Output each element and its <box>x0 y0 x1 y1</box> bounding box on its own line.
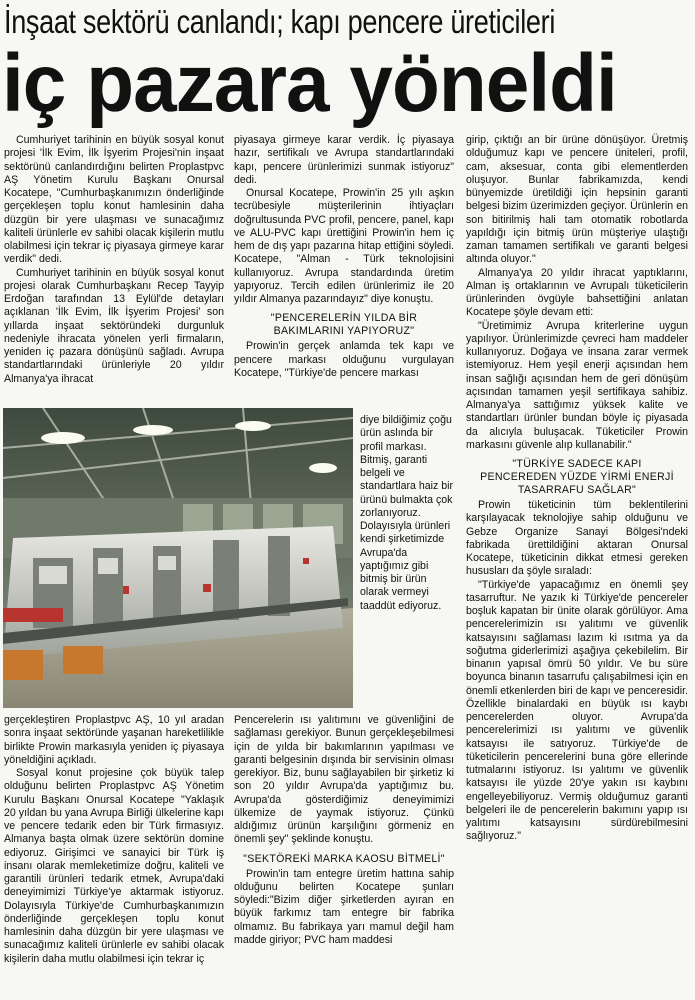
column-1-bottom <box>4 714 224 966</box>
column-3 <box>466 134 688 844</box>
paragraph: "Üretimimiz Avrupa kriterlerine uygun yapılıyor. Ürünlerimizde çevreci ham maddeler kullanıyoruz. Doğaya ve insana zarar vermek istemiyoruz. Hem yeşil enerji açısından hem insan sağlığı açısından hem de geri dönüşüm açısından tamamen yeşil sertifikaya sahibiz. Almanya'ya sattığımız yüksek kalite ve standartları ürünler bundan böyle iç piyasada da alıcıyla buluşacak. Tüketiciler Prowin markasını güvenle alıp kullanabilir." <box>466 319 688 451</box>
paragraph: Cumhuriyet tarihinin en büyük sosyal konut projesi 'İlk Evim, İlk İşyerim Projesi'nin inşaat sektörünü canlandırdığını belirten Proplastpvc AŞ Yönetim Kurulu Başkanı Onursal Kocatepe, "Cumhurbaşkanımızın önderliğinde gerçekleşen toplu konut hamlesinin daha düzgün bir yere ulaşması ve sunacağımız kaliteli ürünlerle ev sahibi olacak kişilerin mutlu olabilmesi için tekrar iç piyasaya girmeye karar verdik" dedi. <box>4 134 224 266</box>
paragraph: Sosyal konut projesine çok büyük talep olduğunu belirten Proplastpvc AŞ Yönetim Kurulu Başkanı Onursal Kocatepe "Yaklaşık 20 yıldan bu yana Avrupa Birliği ülkelerine kapı ve pencere tedarik eden bir Türk firmasıyız. Almanya başta olmak üzere sektörün domine ediyoruz. Girişimci ve sanayici bir Türk iş insanı olarak memleketimize doğru, kaliteli ve garantili ürünleri tedarik etmek, Avrupa'daki deneyimimizi Türkiye'ye aktarmak istiyoruz. Dolayısıyla Türkiye'de Cumhurbaşkanımızın önderliğinde gerçekleşen toplu konut hamlesinin daha düzgün bir yere ulaşması ve sunacağımız kaliteli ürünlerle ev sahibi olacak kişilerin daha mutlu olabilmesi için tekrar iç <box>4 767 224 965</box>
headline-line-2: iç pazara yöneldi <box>2 38 617 129</box>
paragraph: "Türkiye'de yapacağımız en önemli şey tasarruftur. Ne yazık ki Türkiye'de pencereler boşluk kapatan bir ünite olarak görülüyor. Ama pencerelerimizin ısı yalıtımı ve güvenlik katsayısını sağlaması lazım ki ısıtma ya da soğutma giderlerimizi aşağıya çekebilelim. Bir binanın yapısal ömrü 50 yıldır. Ve bu süre boyunca binanın tasarrufu çalışabilmesi için en önemli etkenlerden biri de kapı ve penceresidir. Özellikle binalardaki en büyük ısı kaybı pencerelerden oluyor. Avrupa'da pencerelerimizi ısı yalıtımı ve güvenlik katsayısı ile satıyoruz. Türkiye'de de tüketicilerin pencerelerini buna göre ellerinde tutmalarını istiyoruz. Isı yalıtımı ve güvenlik katsayısı ile yüzde 20'ye yakın ısı kaybını engelleyebiliyoruz. Vermiş olduğumuz garanti belgeleri ile de pencerelerin bakımını yapıp ısı yalıtımı katsayısını sürdürebilmesini sağlıyoruz." <box>466 578 688 843</box>
paragraph: Prowin'in gerçek anlamda tek kapı ve pencere markası olduğunu vurgulayan Kocatepe, "Türkiye'de pencere markası <box>234 340 454 379</box>
column-2-top <box>234 134 454 380</box>
column-1-top <box>4 134 224 386</box>
paragraph: Onursal Kocatepe, Prowin'in 25 yılı aşkın tecrübesiyle müşterilerinin ihtiyaçları doğrultusunda PVC profil, pencere, panel, kapı ve ALU-PVC kapı ürettiğini Prowin'in hem iç hem de dış yapı pazarına hitap ettiğini söyledi. Kocatepe, "Alman - Türk teknolojisini kullanıyoruz. Avrupa standardında üretim yapıyoruz. Tercih edilen ürünlerimiz ile 20 yıldır Almanya pazarındayız" diye konuştu. <box>234 187 454 305</box>
factory-photo <box>3 408 353 708</box>
headline-line-1: İnşaat sektörü canlandı; kapı pencere üreticileri <box>4 3 556 40</box>
paragraph: Almanya'ya 20 yıldır ihracat yaptıklarını, Alman iş ortaklarının ve Avrupalı tüketicilerin ürünlerinden övgüyle bahsettiğini anlatan Kocatepe şöyle devam etti: <box>466 266 688 319</box>
subheading: "PENCERELERİN YILDA BİR BAKIMLARINI YAPIYORUZ" <box>270 312 418 338</box>
subheading: "TÜRKİYE SADECE KAPI PENCEREDEN YÜZDE YİRMİ ENERJİ TASARRAFU SAĞLAR" <box>480 458 674 496</box>
paragraph: Prowin'in tam entegre üretim hattına sahip olduğunu belirten Kocatepe şunları söyledi:"Bizim diğer şirketlerden ayıran en büyük farkımız tam entegre bir fabrika olmamız. Bu fabrikaya yarı mamul değil ham madde giriyor; PVC ham maddesi <box>234 867 454 946</box>
subheading: "SEKTÖREKİ MARKA KAOSU BİTMELİ" <box>243 852 445 865</box>
paragraph: Prowin tüketicinin tüm beklentilerini karşılayacak teknolojiye sahip olduğunu ve Gebze Organize Sanayi Bölgesi'ndeki fabrikada ürettildiğini aktaran Onursal Kocatepe, tüketicinin dikkat etmesi gereken hususları da şöyle sıraladı: <box>466 499 688 578</box>
paragraph: gerçekleştiren Proplastpvc AŞ, 10 yıl aradan sonra inşaat sektöründe yaşanan hareketlilikle birlikte Prowin markasıyla yeniden iç piyasaya yöneldiğini açıkladı. <box>4 714 224 766</box>
column-2-beside-photo <box>360 414 454 613</box>
factory-production-line-image <box>3 408 353 708</box>
paragraph: girip, çıktığı an bir ürüne dönüşüyor. Üretmiş olduğumuz kapı ve pencere üniteleri, profil, cam, aksesuar, conta gibi elementlerden oluşuyor. Bunlar fabrikamızda, kendi bünyemizde üretildiği için hepsinin garanti belgesi bizim üzerimizden geçiyor. Ürünlerin en son bitirilmiş hali tam otomatik robotlarda yapıldığı için bitmiş ürün müşteriye ulaştığı zaman tamamen sertifikalı ve garanti belgesi altında oluyor." <box>466 134 688 266</box>
paragraph: Pencerelerin ısı yalıtımını ve güvenliğini de sağlaması gerekiyor. Bunun gerçekleşebilmesi için de yılda bir bakımlarının yapılması ve garanti belgesinin dışında bir servisinin olması gerekiyor. Biz, bunu sağlayabilen bir şirketiz ki son 20 yıldır Avrupa'da yaptığımız bu. Avrupa'da gösterdiğimiz deneyimimizi ülkemize de yaymak istiyoruz. Çünkü aldığımız ürünün karşılığını görmeniz en önemli şey" şeklinde konuştu. <box>234 714 454 846</box>
paragraph: diye bildiğimiz çoğu ürün aslında bir profil markası. Bitmiş, garanti belgeli ve standartlara haiz bir ürünü bulmakta çok zorlanıyoruz. Dolayısıyla ürünleri kendi şirketimizde Avrupa'da yaptığımız gibi bitmiş bir ürün olarak vermeyi taaddüt ediyoruz. <box>360 414 454 612</box>
column-2-bottom <box>234 714 454 947</box>
paragraph: piyasaya girmeye karar verdik. İç piyasaya hazır, sertifikalı ve Avrupa standartlarındaki kapı, pencere ürünlerimizi sunmak istiyoruz" dedi. <box>234 134 454 186</box>
paragraph: Cumhuriyet tarihinin en büyük sosyal konut projesi olarak Cumhurbaşkanı Recep Tayyip Erdoğan tarafından 13 Eylül'de detayları açıklanan 'İlk Evim, İlk İşyerim Projesi' son yıllarda inşaat sektöründeki durgunluk nedeniyle ihracata yönelen yerli firmaların, yeniden iç pazara dönüşünü sağladı. Avrupa standartlarındaki ürünleriyle 20 yıldır Almanya'ya ihracat <box>4 266 224 385</box>
